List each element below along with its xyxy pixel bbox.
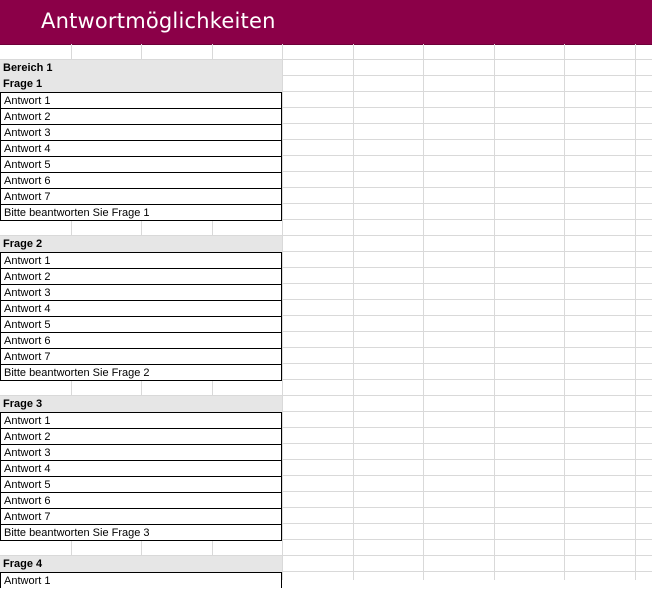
answer-cell[interactable]: Antwort 1: [0, 412, 282, 428]
section-header[interactable]: Bereich 1: [0, 60, 282, 76]
answer-cell[interactable]: Antwort 3: [0, 284, 282, 300]
answer-cell[interactable]: Antwort 3: [0, 444, 282, 460]
answer-cell[interactable]: Antwort 2: [0, 268, 282, 284]
answer-cell[interactable]: Antwort 1: [0, 572, 282, 588]
answer-cell[interactable]: Antwort 4: [0, 140, 282, 156]
question-header[interactable]: Frage 4: [0, 556, 282, 572]
answer-cell[interactable]: Antwort 6: [0, 492, 282, 508]
answer-cell[interactable]: Antwort 6: [0, 332, 282, 348]
answer-cell[interactable]: Antwort 1: [0, 92, 282, 108]
answer-cell[interactable]: Bitte beantworten Sie Frage 1: [0, 204, 282, 221]
answer-cell[interactable]: Antwort 1: [0, 252, 282, 268]
answer-cell[interactable]: Antwort 7: [0, 508, 282, 524]
answer-cell[interactable]: Antwort 6: [0, 172, 282, 188]
answer-cell[interactable]: Antwort 3: [0, 124, 282, 140]
answer-cell[interactable]: Antwort 4: [0, 460, 282, 476]
answer-cell[interactable]: Antwort 4: [0, 300, 282, 316]
answer-cell[interactable]: Antwort 7: [0, 188, 282, 204]
answer-cell[interactable]: Bitte beantworten Sie Frage 2: [0, 364, 282, 381]
question-header[interactable]: Frage 3: [0, 396, 282, 412]
sheet-title: Antwortmöglichkeiten: [41, 9, 276, 33]
question-header[interactable]: Frage 1: [0, 76, 282, 92]
answer-cell[interactable]: Antwort 5: [0, 316, 282, 332]
answer-cell[interactable]: Antwort 7: [0, 348, 282, 364]
answer-cell[interactable]: Antwort 2: [0, 108, 282, 124]
title-banner: [0, 0, 652, 45]
answer-cell[interactable]: Antwort 5: [0, 476, 282, 492]
answer-cell[interactable]: Antwort 5: [0, 156, 282, 172]
answer-cell[interactable]: Bitte beantworten Sie Frage 3: [0, 524, 282, 541]
answer-cell[interactable]: Antwort 2: [0, 428, 282, 444]
question-header[interactable]: Frage 2: [0, 236, 282, 252]
